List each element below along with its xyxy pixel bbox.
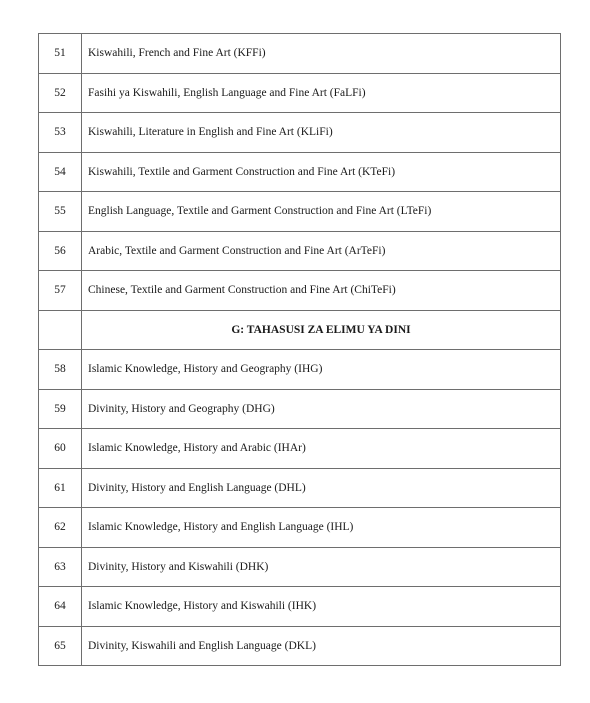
row-number: 57 xyxy=(39,271,82,311)
subject-combination: Kiswahili, Textile and Garment Construction and Fine Art (KTeFi) xyxy=(82,152,561,192)
row-number: 64 xyxy=(39,587,82,627)
subject-combination: Islamic Knowledge, History and Geography (IHG) xyxy=(82,350,561,390)
row-number: 56 xyxy=(39,231,82,271)
row-number: 58 xyxy=(39,350,82,390)
row-number: 63 xyxy=(39,547,82,587)
section-heading: G: TAHASUSI ZA ELIMU YA DINI xyxy=(82,310,561,350)
row-number: 59 xyxy=(39,389,82,429)
subject-combination: Divinity, Kiswahili and English Language (DKL) xyxy=(82,626,561,666)
table-row xyxy=(39,429,561,469)
section-heading-row xyxy=(39,310,561,350)
table-row xyxy=(39,231,561,271)
subject-combination: Fasihi ya Kiswahili, English Language and Fine Art (FaLFi) xyxy=(82,73,561,113)
subject-combination: Islamic Knowledge, History and Arabic (IHAr) xyxy=(82,429,561,469)
table-row xyxy=(39,508,561,548)
table-row xyxy=(39,73,561,113)
table-row xyxy=(39,113,561,153)
subject-combination: Divinity, History and Geography (DHG) xyxy=(82,389,561,429)
subject-combination: Divinity, History and English Language (DHL) xyxy=(82,468,561,508)
subject-combination: Islamic Knowledge, History and English Language (IHL) xyxy=(82,508,561,548)
row-number: 53 xyxy=(39,113,82,153)
subject-combination: Divinity, History and Kiswahili (DHK) xyxy=(82,547,561,587)
row-number: 52 xyxy=(39,73,82,113)
row-number: 65 xyxy=(39,626,82,666)
table-row xyxy=(39,34,561,74)
table-row xyxy=(39,271,561,311)
row-number: 55 xyxy=(39,192,82,232)
subject-combination: Islamic Knowledge, History and Kiswahili (IHK) xyxy=(82,587,561,627)
subject-combination: Kiswahili, Literature in English and Fine Art (KLiFi) xyxy=(82,113,561,153)
table-row xyxy=(39,350,561,390)
subject-combination: Arabic, Textile and Garment Construction and Fine Art (ArTeFi) xyxy=(82,231,561,271)
table-row xyxy=(39,626,561,666)
subject-combinations-table xyxy=(38,33,561,666)
table-row xyxy=(39,152,561,192)
row-number: 62 xyxy=(39,508,82,548)
row-number: 54 xyxy=(39,152,82,192)
row-number: 60 xyxy=(39,429,82,469)
row-number: 61 xyxy=(39,468,82,508)
subject-combination: Kiswahili, French and Fine Art (KFFi) xyxy=(82,34,561,74)
row-number: 51 xyxy=(39,34,82,74)
table-row xyxy=(39,389,561,429)
table-row xyxy=(39,192,561,232)
subject-combination: Chinese, Textile and Garment Construction and Fine Art (ChiTeFi) xyxy=(82,271,561,311)
empty-number-cell xyxy=(39,310,82,350)
table-row xyxy=(39,587,561,627)
table-row xyxy=(39,468,561,508)
subject-combination: English Language, Textile and Garment Construction and Fine Art (LTeFi) xyxy=(82,192,561,232)
table-row xyxy=(39,547,561,587)
